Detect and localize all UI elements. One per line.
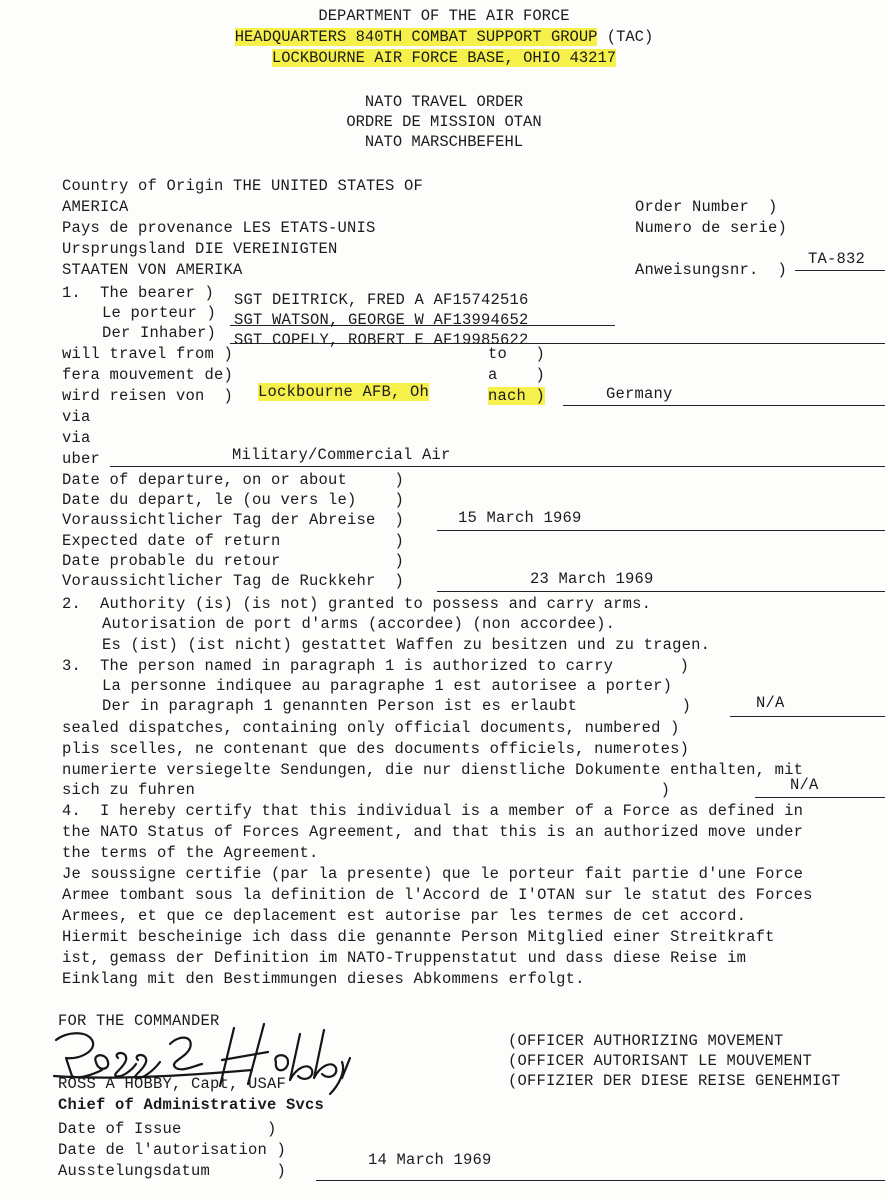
base-address — [0, 48, 888, 68]
country-line: Pays de provenance LES ETATS-UNIS — [62, 219, 376, 237]
officer-label-fr: (OFFICER AUTORISANT LE MOUVEMENT — [508, 1052, 813, 1070]
para3-line: sealed dispatches, containing only official documents, numbered ) — [62, 719, 680, 737]
order-number-underline — [795, 270, 885, 271]
order-number-label: Numero de serie) — [635, 219, 788, 237]
via-underline — [110, 466, 885, 467]
para2-line: Autorisation de port d'arms (accordee) (non accordee). — [102, 615, 616, 633]
para3-line: sich zu fuhren ) — [62, 781, 671, 799]
para4-line: Je soussigne certifie (par la presente) que le porteur fait partie d'une Force — [62, 865, 804, 883]
destination-underline — [563, 405, 885, 406]
bearer-underline — [230, 325, 615, 326]
travel-mode-value: Military/Commercial Air — [232, 446, 451, 464]
order-number-value: TA-832 — [808, 250, 866, 268]
departure-label: Voraussichtlicher Tag der Abreise ) — [62, 511, 405, 529]
base-name: LOCKBOURNE AIR FORCE BASE, OHIO 43217 — [271, 49, 617, 67]
via-label: via — [62, 408, 91, 426]
signer-name: ROSS A HOBBY, Capt, USAF — [58, 1075, 287, 1093]
para3-underline — [755, 797, 885, 798]
para4-line: Hiermit bescheinige ich dass die genannte Person Mitglied einer Streitkraft — [62, 928, 775, 946]
bearer-label: 1. The bearer ) — [62, 284, 215, 302]
para4-line: the terms of the Agreement. — [62, 844, 319, 862]
country-line: STAATEN VON AMERIKA — [62, 261, 243, 279]
return-label: Voraussichtlicher Tag de Ruckkehr ) — [62, 572, 405, 590]
para3-value: N/A — [790, 776, 819, 794]
issue-label: Date of Issue ) — [58, 1120, 277, 1138]
country-line: Country of Origin THE UNITED STATES OF — [62, 177, 424, 195]
from-label: wird reisen von ) — [62, 387, 234, 405]
issue-label: Date de l'autorisation ) — [58, 1141, 287, 1159]
bearer-name: SGT COPELY, ROBERT E AF19985622 — [234, 331, 529, 349]
para3-line: 3. The person named in paragraph 1 is authorized to carry ) — [62, 657, 690, 675]
form-title-de: NATO MARSCHBEFEHL — [364, 133, 524, 151]
from-label: will travel from ) — [62, 345, 234, 363]
to-label: a ) — [488, 366, 546, 384]
hq-name: HEADQUARTERS 840TH COMBAT SUPPORT GROUP — [234, 28, 598, 46]
para4-line: 4. I hereby certify that this individual is a member of a Force as defined in — [62, 802, 804, 820]
issue-date: 14 March 1969 — [368, 1151, 492, 1169]
origin-value — [258, 383, 429, 401]
para3-value: N/A — [756, 694, 785, 712]
para4-line: ist, gemass der Definition im NATO-Truppenstatut und dass diese Reise im — [62, 949, 747, 967]
for-commander-label: FOR THE COMMANDER — [58, 1012, 220, 1030]
to-label: to ) — [488, 345, 546, 363]
issue-label: Ausstelungsdatum ) — [58, 1162, 287, 1180]
department-title: DEPARTMENT OF THE AIR FORCE — [318, 7, 570, 25]
destination-value: Germany — [606, 385, 673, 403]
return-label: Expected date of return ) — [62, 532, 405, 550]
para3-underline — [730, 716, 885, 717]
para4-line: the NATO Status of Forces Agreement, and that this is an authorized move under — [62, 823, 804, 841]
to-label — [488, 387, 545, 405]
form-title-en: NATO TRAVEL ORDER — [364, 93, 524, 111]
return-date: 23 March 1969 — [530, 570, 654, 588]
departure-date: 15 March 1969 — [458, 509, 582, 527]
via-label: uber — [62, 450, 101, 468]
order-number-label: Anweisungsnr. ) — [635, 261, 788, 279]
para3-line: Der in paragraph 1 genannten Person ist es erlaubt ) — [102, 697, 692, 715]
bearer-name: SGT DEITRICK, FRED A AF15742516 — [234, 291, 529, 309]
return-underline — [437, 591, 885, 592]
bearer-label: Der Inhaber) — [102, 324, 217, 342]
bearer-name: SGT WATSON, GEORGE W AF13994652 — [234, 311, 529, 329]
para2-line: Es (ist) (ist nicht) gestattet Waffen zu besitzen und zu tragen. — [102, 636, 711, 654]
para3-line: plis scelles, ne contenant que des documents officiels, numerotes) — [62, 740, 690, 758]
departure-label: Date of departure, on or about ) — [62, 471, 405, 489]
country-line: Ursprungsland DIE VEREINIGTEN — [62, 240, 338, 258]
officer-label-en: (OFFICER AUTHORIZING MOVEMENT — [508, 1032, 784, 1050]
bearer-underline — [230, 343, 885, 344]
return-label: Date probable du retour ) — [62, 552, 405, 570]
officer-label-de: (OFFIZIER DER DIESE REISE GENEHMIGT — [508, 1072, 841, 1090]
headquarters-line — [0, 27, 888, 47]
issue-underline — [316, 1180, 885, 1181]
tac-label: (TAC) — [606, 28, 654, 46]
signer-title: Chief of Administrative Svcs — [58, 1096, 325, 1114]
departure-label: Date du depart, le (ou vers le) ) — [62, 491, 405, 509]
order-number-label: Order Number ) — [635, 198, 778, 216]
origin-text: Lockbourne AFB, Oh — [258, 383, 430, 401]
bearer-label: Le porteur ) — [102, 304, 217, 322]
para3-line: numerierte versiegelte Sendungen, die nur dienstliche Dokumente enthalten, mit — [62, 761, 804, 779]
via-label: via — [62, 429, 91, 447]
from-label: fera mouvement de) — [62, 366, 234, 384]
para3-line: La personne indiquee au paragraphe 1 est autorisee a porter) — [102, 677, 673, 695]
para2-line: 2. Authority (is) (is not) granted to possess and carry arms. — [62, 595, 652, 613]
country-line: AMERICA — [62, 198, 129, 216]
para4-line: Einklang mit den Bestimmungen dieses Abkommens erfolgt. — [62, 970, 585, 988]
para4-line: Armee tombant sous la definition de l'Accord de I'OTAN sur le statut des Forces — [62, 886, 813, 904]
para4-line: Armees, et que ce deplacement est autorise par les termes de cet accord. — [62, 907, 747, 925]
form-title-fr: ORDRE DE MISSION OTAN — [346, 113, 542, 131]
departure-underline — [437, 530, 885, 531]
to-label-de: nach ) — [488, 387, 546, 405]
